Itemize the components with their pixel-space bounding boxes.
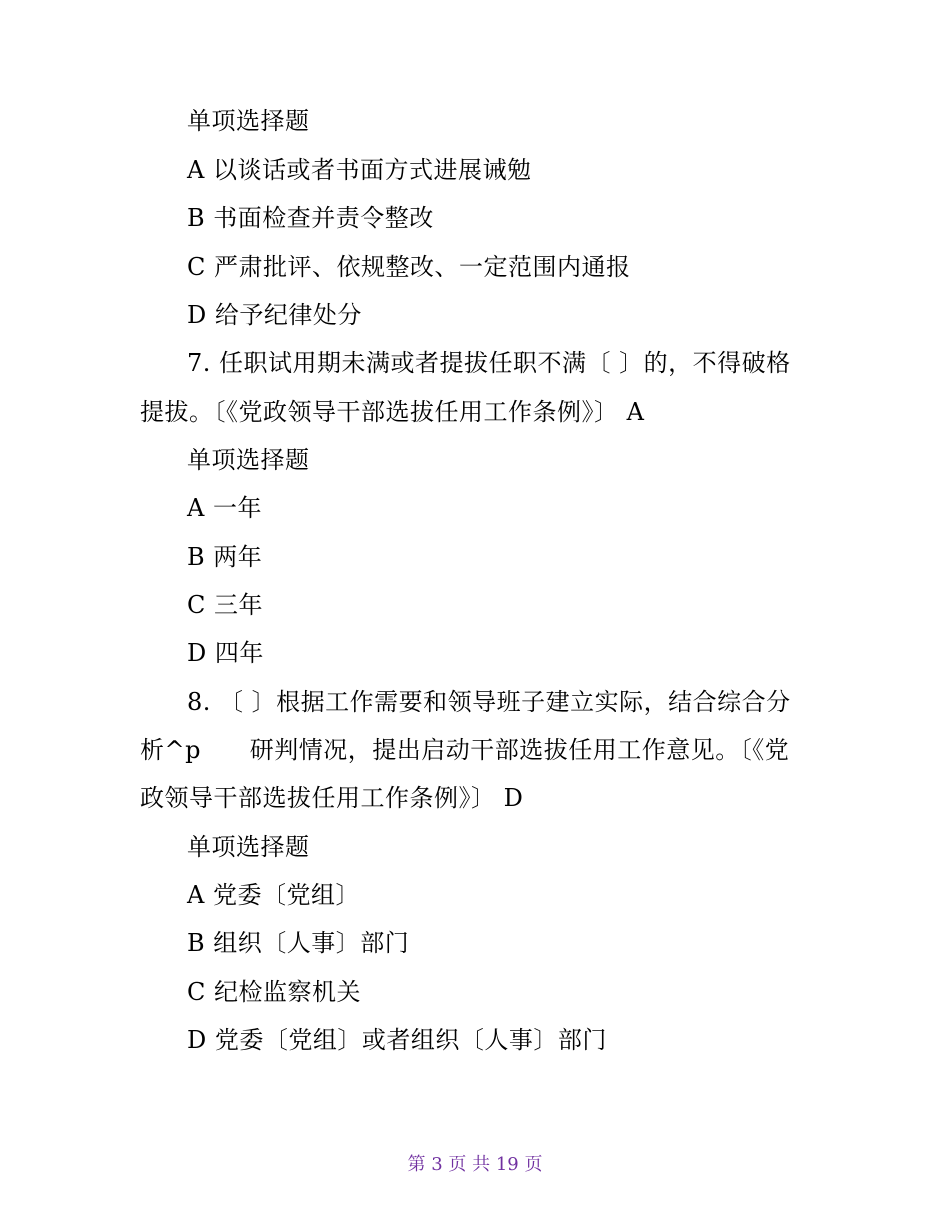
option-c: C 严肃批评、依规整改、一定范围内通报 bbox=[187, 253, 631, 281]
option-b: B 两年 bbox=[187, 543, 263, 571]
option-b: B 书面检查并责令整改 bbox=[187, 204, 434, 232]
question-7-continuation: 提拔。〔《党政领导干部选拔任用工作条例》〕 A bbox=[140, 398, 645, 426]
option-d: D 给予纪律处分 bbox=[187, 301, 362, 329]
option-c: C 纪检监察机关 bbox=[187, 978, 361, 1006]
question-type-label: 单项选择题 bbox=[187, 833, 310, 861]
question-7-text: 7. 任职试用期未满或者提拔任职不满〔 〕的，不得破格 bbox=[187, 349, 791, 377]
question-type-label: 单项选择题 bbox=[187, 107, 310, 135]
option-c: C 三年 bbox=[187, 591, 263, 619]
option-a: A 党委〔党组〕 bbox=[187, 881, 360, 909]
option-d: D 党委〔党组〕或者组织〔人事〕部门 bbox=[187, 1026, 607, 1054]
question-8-text: 8. 〔 〕根据工作需要和领导班子建立实际，结合综合分 bbox=[187, 688, 791, 716]
option-d: D 四年 bbox=[187, 639, 264, 667]
option-a: A 一年 bbox=[187, 494, 262, 522]
page-footer: 第 3 页 共 19 页 bbox=[407, 1154, 543, 1175]
option-b: B 组织〔人事〕部门 bbox=[187, 929, 410, 957]
question-8-continuation: 政领导干部选拔任用工作条例》〕 D bbox=[140, 784, 524, 812]
question-8-continuation: 析^p 研判情况，提出启动干部选拔任用工作意见。〔《党 bbox=[140, 736, 790, 764]
question-type-label: 单项选择题 bbox=[187, 446, 310, 474]
option-a: A 以谈话或者书面方式进展诫勉 bbox=[187, 156, 532, 184]
